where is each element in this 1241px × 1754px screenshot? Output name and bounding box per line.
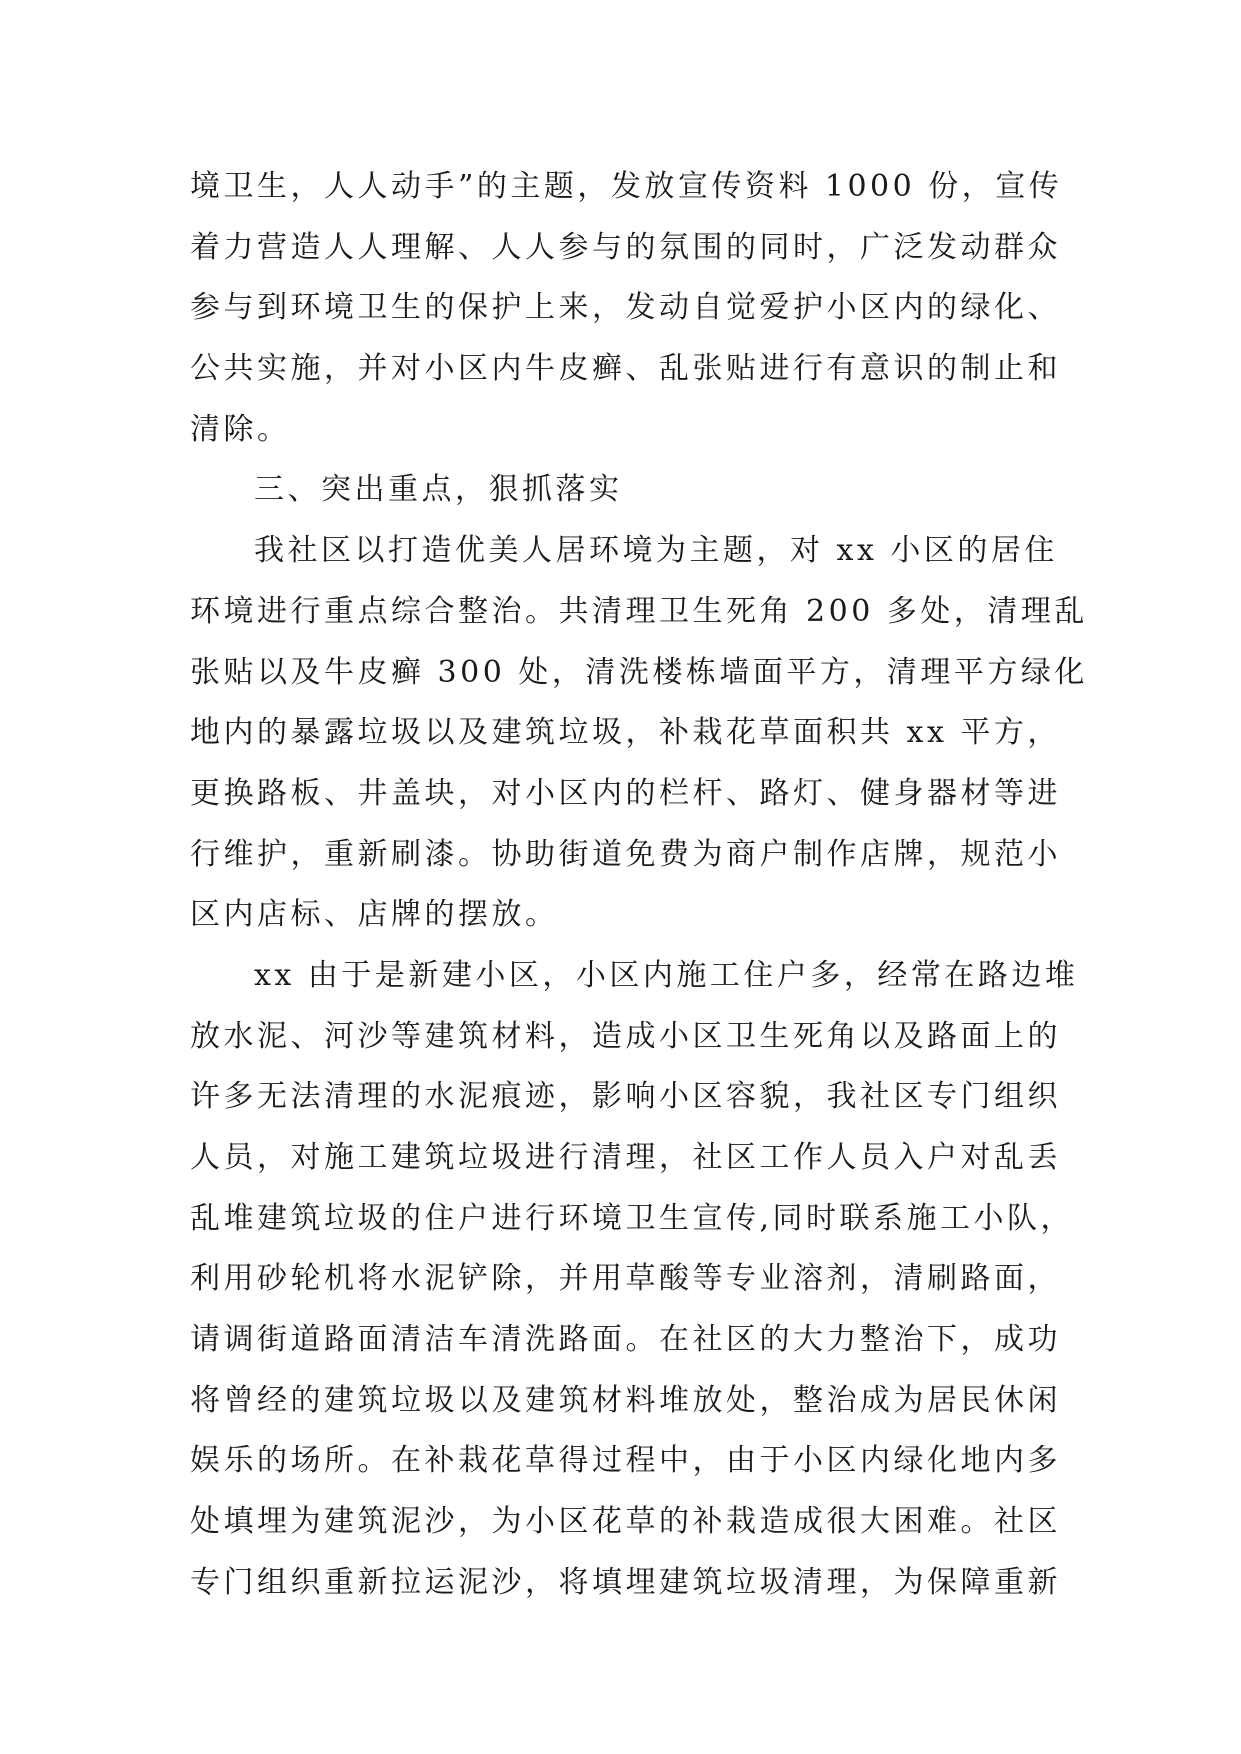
text-line: 处填埋为建筑泥沙，为小区花草的补栽造成很大困难。社区	[190, 1504, 1061, 1540]
section-heading	[190, 460, 1070, 521]
text-line: 参与到环境卫生的保护上来，发动自觉爱护小区内的绿化、	[190, 290, 1061, 326]
paragraph-publicity	[190, 157, 1070, 460]
text-line: 公共实施，并对小区内牛皮癣、乱张贴进行有意识的制止和	[190, 351, 1061, 387]
text-line: 娱乐的场所。在补栽花草得过程中，由于小区内绿化地内多	[190, 1443, 1061, 1479]
paragraph-renovation	[190, 521, 1088, 946]
text-line: 乱堆建筑垃圾的住户进行环境卫生宣传,同时联系施工小队，	[190, 1200, 1075, 1236]
paragraph-construction-cleanup	[190, 946, 1079, 1614]
text-line: 境卫生，人人动手”的主题，发放宣传资料 1000 份，宣传	[190, 169, 1063, 204]
text-line: 放水泥、河沙等建筑材料，造成小区卫生死角以及路面上的	[190, 1018, 1061, 1054]
text-line: 地内的暴露垃圾以及建筑垃圾，补栽花草面积共 xx 平方，	[190, 715, 1061, 751]
text-line: 我社区以打造优美人居环境为主题，对 xx 小区的居住	[254, 533, 1058, 569]
text-line: 区内店标、店牌的摆放。	[190, 897, 559, 933]
text-line: 利用砂轮机将水泥铲除，并用草酸等专业溶剂，清刷路面，	[190, 1261, 1061, 1297]
text-line: 请调街道路面清洁车清洗路面。在社区的大力整治下，成功	[190, 1322, 1061, 1358]
text-line: 更换路板、井盖块，对小区内的栏杆、路灯、健身器材等进	[190, 775, 1061, 811]
text-line: 张贴以及牛皮癣 300 处，清洗楼栋墙面平方，清理平方绿化	[190, 654, 1088, 690]
text-line: 着力营造人人理解、人人参与的氛围的同时，广泛发动群众	[190, 229, 1061, 265]
text-line: 人员，对施工建筑垃圾进行清理，社区工作人员入户对乱丢	[190, 1140, 1061, 1175]
text-line: 行维护，重新刷漆。协助街道免费为商户制作店牌，规范小	[190, 836, 1061, 872]
text-line: xx 由于是新建小区，小区内施工住户多，经常在路边堆	[254, 957, 1079, 993]
text-line: 清除。	[190, 411, 291, 447]
text-line: 许多无法清理的水泥痕迹，影响小区容貌，我社区专门组织	[190, 1079, 1061, 1115]
text-line: 环境进行重点综合整治。共清理卫生死角 200 多处，清理乱	[190, 593, 1088, 629]
text-line: 将曾经的建筑垃圾以及建筑材料堆放处，整治成为居民休闲	[190, 1382, 1061, 1418]
document-body	[190, 157, 1088, 1614]
section-heading-text: 三、突出重点，狠抓落实	[254, 472, 623, 508]
text-line: 专门组织重新拉运泥沙，将填埋建筑垃圾清理，为保障重新	[190, 1564, 1061, 1600]
